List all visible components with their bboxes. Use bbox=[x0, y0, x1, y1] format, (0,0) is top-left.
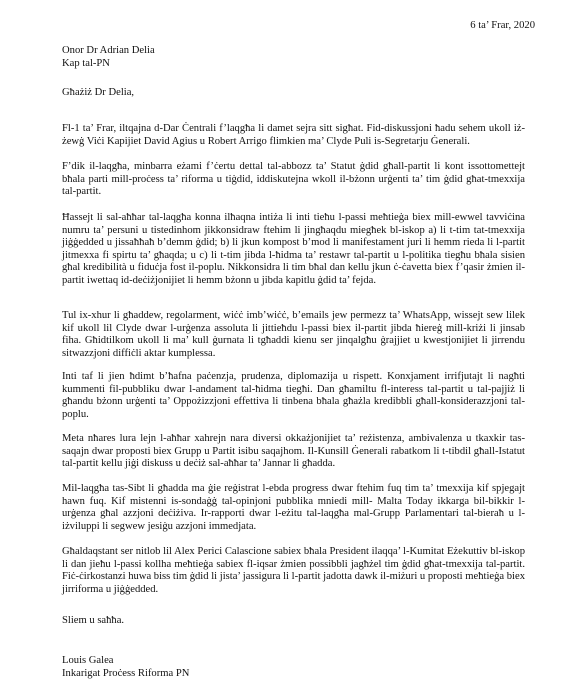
closing: Sliem u saħħa. bbox=[62, 615, 125, 626]
recipient-address bbox=[62, 45, 525, 70]
recipient-title: Kap tal-PN bbox=[62, 57, 110, 69]
signatory-name: Louis Galea bbox=[62, 655, 114, 666]
paragraph-6: Meta nħares lura lejn l-aħħar xahrejn nara diversi okkażjonijiet ta’ reżistenza, ambivalenza u tkaxkir tas-saqajn dwar proposti biex Grupp u Partit isibu saqajhom. Il-Kunsill Ġenerali rabatkom li t-tibdil għall-Istatut tal-partit kellu jiġi diskuss u deċiż sal-aħħar ta’ Jannar li għadda. bbox=[62, 433, 525, 470]
paragraph-8: Għaldaqstant ser nitlob lil Alex Perici Calascione sabiex bħala President ilaqqa’ l-Kumitat Eżekuttiv bl-iskop li dan jieħu l-passi kollha meħtieġa sabiex fl-iqsar żmien possibbli jagħżel tim ġdid għat-tmexxija tal-partit. Fiċ-ċirkostanzi huwa biss tim ġdid li jista’ jassigura li l-partit jadotta dawk il-miżuri u proposti meħtieġa biex jirriforma u jiġġedded. bbox=[62, 546, 525, 595]
paragraph-3: Ħassejt li sal-aħħar tal-laqgħa konna ilħaqna intiża li inti tieħu l-passi meħtieġa biex mill-ewwel tavviċina numru ta’ persuni u tistedinhom jikkonsidraw ftehim li jingħaqdu miegħek bl-iskop a) li t-tim tat-tmexxija jiġġedded u jissaħħaħ b’demm ġdid; b) li jkun kompost b’mod li manifestament juri li hemm rieda li l-partit jitmexxa fi spirtu ta’ għaqda; u c) li t-tim jibda l-ħidma ta’ restawr tal-partit u l-politika tiegħu bħala sisien għal kredibilità u fiduċja fost il-poplu. Nikkonsidra li tim bħal dan kellu jkun ċ-ċavetta biex f’qasir żmien il-partit iwettaq id-deċiżjonijiet li hemm bżonn u jibda kapitlu ġdid ta’ fejda. bbox=[62, 212, 525, 286]
paragraph-2: F’dik il-laqgħa, minbarra eżami f’ċertu dettal tal-abbozz ta’ Statut ġdid għall-partit li kont issottomettejt bħala parti mill-proċess ta’ riforma u tiġdid, iddiskutejna wkoll il-bżonn urġenti ta’ tim ġdid għat-tmexxija tal-partit. bbox=[62, 161, 525, 198]
paragraph-1: Fl-1 ta’ Frar, iltqajna d-Dar Ċentrali f’laqgħa li damet sejra sitt sigħat. Fid-diskussjoni ħadu sehem ukoll iż-żewġ Viċi Kapijiet David Agius u Robert Arrigo flimkien ma’ Clyde Puli is-Segretarju Ġenerali. bbox=[62, 123, 525, 147]
salutation: Għażiż Dr Delia, bbox=[62, 87, 135, 98]
paragraph-7: Mil-laqgħa tas-Sibt li għadda ma ġie reġistrat l-ebda progress dwar ftehim fuq tim ta’ tmexxija kif spjegajt hawn fuq. Kif mistenni is-sondaġġ tal-opinjoni pubblika mniedi mill- Malta Today ikkarga bil-bikkir l-urġenza għal azzjoni deċiżiva. Ir-rapporti dwar l-eżitu tal-laqgħa mal-Grupp Parlamentari tal-bieraħ u l-iżviluppi li segwew jesiġu azzjoni immedjata. bbox=[62, 483, 525, 532]
signature-block bbox=[62, 655, 525, 680]
paragraph-5: Inti taf li jien ħdimt b’ħafna paċenzja, prudenza, diplomazija u rispett. Konxjament irrifjutajt li nagħti kummenti fil-pubbliku dwar l-andament tal-ħidma tiegħi. Dan għamiltu fl-interess tal-partit u tal-pajjiż li għandu bżonn urġenti ta’ Oppożizzjoni effettiva li tinbena bħala għażla kredibbli għall-konsiderazzjoni tal-poplu. bbox=[62, 371, 525, 420]
letter-date: 6 ta’ Frar, 2020 bbox=[470, 20, 535, 31]
signatory-title: Inkarigat Proċess Riforma PN bbox=[62, 667, 190, 679]
paragraph-4: Tul ix-xhur li għaddew, regolarment, wiċċ imb’wiċċ, b’emails jew permezz ta’ WhatsApp, wissejt sew lilek kif ukoll lil Clyde dwar l-urġenza assoluta li jittieħdu l-passi biex il-partit jibda ħiereġ mill-kriżi li jinsab fiha. Għidtilkom ukoll li ma’ kull ġurnata li tgħaddi kienu ser jinqalgħu ġrajjiet u kwestjonijiet li jirrendu sitwazzjoni diffiċli aktar kumplessa. bbox=[62, 310, 525, 359]
recipient-name: Onor Dr Adrian Delia bbox=[62, 45, 155, 56]
